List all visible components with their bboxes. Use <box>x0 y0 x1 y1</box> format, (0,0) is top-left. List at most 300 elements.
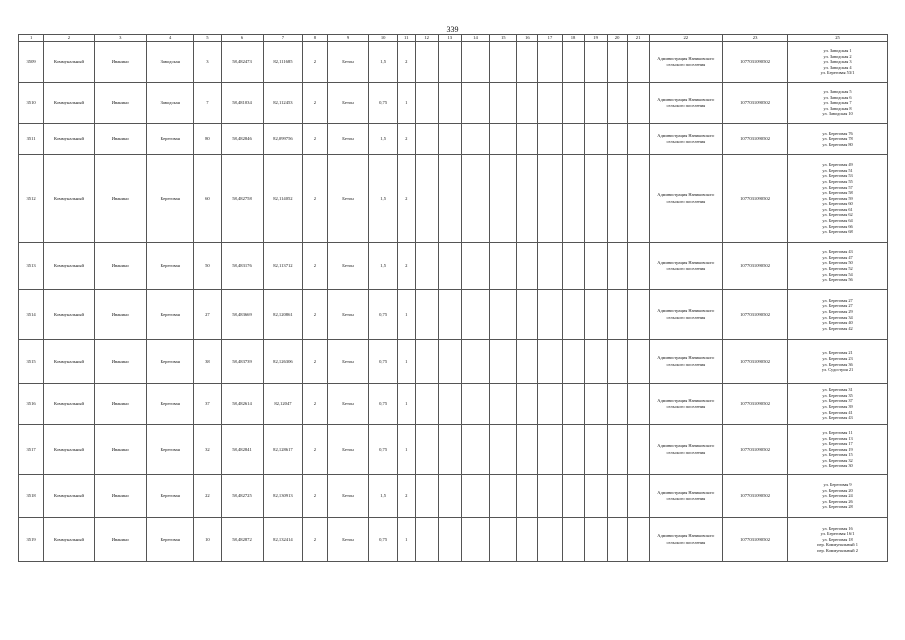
row-num: 1 <box>397 384 415 425</box>
column-number: 11 <box>397 35 415 42</box>
row-type: Коммунальный <box>44 340 94 384</box>
row-ogrn: 1077031090502 <box>723 155 788 243</box>
empty-cell <box>538 518 562 562</box>
empty-cell <box>438 290 461 340</box>
row-volume: 1,5 <box>369 124 397 155</box>
empty-cell <box>538 290 562 340</box>
row-material: Бетон <box>327 124 369 155</box>
served-address: ул. Береговая 27 <box>822 303 853 309</box>
served-address: ул. Береговая 28 <box>822 504 853 510</box>
empty-cell <box>490 384 517 425</box>
empty-cell <box>584 290 607 340</box>
empty-cell <box>517 425 538 475</box>
served-address: ул. Береговая 57 <box>822 184 853 190</box>
row-latitude: 58,482846 <box>221 124 263 155</box>
empty-cell <box>562 384 584 425</box>
row-street: Заводская <box>147 42 194 83</box>
column-number: 2 <box>44 35 94 42</box>
empty-cell <box>607 475 627 518</box>
row-volume: 1,5 <box>369 243 397 290</box>
served-address: ул. Береговая 18 <box>822 536 853 542</box>
empty-cell <box>538 340 562 384</box>
empty-cell <box>415 475 438 518</box>
row-served-addresses <box>788 384 888 425</box>
row-count: 2 <box>303 42 327 83</box>
row-longitude: 82,132414 <box>263 518 303 562</box>
row-served-addresses <box>788 475 888 518</box>
row-settlement: Иванино <box>94 243 146 290</box>
served-address: ул. Береговая 16 <box>822 525 853 531</box>
empty-cell <box>461 384 489 425</box>
row-served-addresses <box>788 425 888 475</box>
column-number: 25 <box>788 35 888 42</box>
empty-cell <box>415 42 438 83</box>
empty-cell <box>461 340 489 384</box>
empty-cell <box>584 155 607 243</box>
row-longitude: 82,120861 <box>263 290 303 340</box>
served-address: ул. Береговая 58 <box>822 190 853 196</box>
empty-cell <box>627 518 649 562</box>
row-ogrn: 1077031090502 <box>723 340 788 384</box>
row-longitude: 82,111685 <box>263 42 303 83</box>
row-served-addresses <box>788 155 888 243</box>
empty-cell <box>607 42 627 83</box>
served-address: ул. Береговая 50 <box>822 260 853 266</box>
empty-cell <box>562 42 584 83</box>
row-type: Коммунальный <box>44 155 94 243</box>
row-house: 38 <box>194 340 221 384</box>
empty-cell <box>438 340 461 384</box>
served-address: ул. Береговая 42 <box>822 325 853 331</box>
empty-cell <box>517 83 538 124</box>
row-served-addresses <box>788 290 888 340</box>
row-type: Коммунальный <box>44 384 94 425</box>
row-organization: Администрация Наниковского сельского поселения <box>649 340 722 384</box>
empty-cell <box>415 83 438 124</box>
row-num: 2 <box>397 243 415 290</box>
column-number: 1 <box>19 35 44 42</box>
empty-cell <box>607 340 627 384</box>
row-organization: Администрация Наниковского сельского поселения <box>649 155 722 243</box>
row-id: 3518 <box>19 475 44 518</box>
served-address: ул. Береговая 11 <box>822 429 853 435</box>
served-address: ул. Заводская 4 <box>823 64 852 70</box>
empty-cell <box>490 425 517 475</box>
empty-cell <box>562 518 584 562</box>
row-house: 50 <box>194 243 221 290</box>
served-address: ул. Береговая 20 <box>822 487 853 493</box>
empty-cell <box>627 475 649 518</box>
row-material: Бетон <box>327 340 369 384</box>
served-address: ул. Береговая 23 <box>822 355 853 361</box>
empty-cell <box>517 42 538 83</box>
empty-cell <box>627 290 649 340</box>
served-address: пер. Коммунальный 2 <box>817 547 858 553</box>
empty-cell <box>584 83 607 124</box>
row-id: 3517 <box>19 425 44 475</box>
empty-cell <box>415 518 438 562</box>
empty-cell <box>538 42 562 83</box>
empty-cell <box>461 475 489 518</box>
row-ogrn: 1077031090502 <box>723 425 788 475</box>
row-type: Коммунальный <box>44 475 94 518</box>
row-count: 2 <box>303 518 327 562</box>
served-address: ул. Береговая 56 <box>822 277 853 283</box>
table-row <box>19 124 888 155</box>
empty-cell <box>607 425 627 475</box>
row-street: Заводская <box>147 83 194 124</box>
row-longitude: 82,130913 <box>263 475 303 518</box>
row-ogrn: 1077031090502 <box>723 518 788 562</box>
column-number: 9 <box>327 35 369 42</box>
page-number: 339 <box>446 25 459 34</box>
served-address: ул. Береговая 17 <box>822 441 853 447</box>
row-organization: Администрация Наниковского сельского поселения <box>649 425 722 475</box>
table-row <box>19 340 888 384</box>
row-organization: Администрация Наниковского сельского поселения <box>649 42 722 83</box>
row-num: 1 <box>397 340 415 384</box>
served-address: ул. Береговая 19 <box>822 446 853 452</box>
row-volume: 1,5 <box>369 475 397 518</box>
served-address: ул. Заводская 6 <box>823 94 852 100</box>
row-longitude: 82,113712 <box>263 243 303 290</box>
column-number: 10 <box>369 35 397 42</box>
column-number: 8 <box>303 35 327 42</box>
empty-cell <box>461 83 489 124</box>
served-address: ул. Заводская 5 <box>823 89 852 95</box>
row-organization: Администрация Наниковского сельского поселения <box>649 290 722 340</box>
served-address: ул. Судостроя 21 <box>821 367 854 373</box>
empty-cell <box>490 42 517 83</box>
row-street: Береговая <box>147 475 194 518</box>
row-settlement: Иванино <box>94 518 146 562</box>
served-address: ул. Береговая 47 <box>822 254 853 260</box>
row-latitude: 58,482758 <box>221 155 263 243</box>
row-num: 2 <box>397 42 415 83</box>
empty-cell <box>461 290 489 340</box>
empty-cell <box>627 340 649 384</box>
served-address: ул. Заводская 7 <box>823 100 852 106</box>
empty-cell <box>517 290 538 340</box>
row-material: Бетон <box>327 425 369 475</box>
column-number: 14 <box>461 35 489 42</box>
row-latitude: 58,482841 <box>221 425 263 475</box>
row-count: 2 <box>303 124 327 155</box>
served-address: ул. Береговая 15 <box>822 452 853 458</box>
served-address: ул. Береговая 62 <box>822 212 853 218</box>
empty-cell <box>438 83 461 124</box>
served-address: ул. Береговая 66 <box>822 223 853 229</box>
row-material: Бетон <box>327 243 369 290</box>
served-address: ул. Береговая 35 <box>822 392 853 398</box>
empty-cell <box>517 155 538 243</box>
row-volume: 1,5 <box>369 155 397 243</box>
row-settlement: Иванино <box>94 290 146 340</box>
row-count: 2 <box>303 290 327 340</box>
row-street: Береговая <box>147 340 194 384</box>
row-street: Береговая <box>147 290 194 340</box>
row-id: 3509 <box>19 42 44 83</box>
served-address: ул. Береговая 24 <box>822 493 853 499</box>
empty-cell <box>517 340 538 384</box>
row-id: 3513 <box>19 243 44 290</box>
row-volume: 0,75 <box>369 83 397 124</box>
row-house: 60 <box>194 155 221 243</box>
column-number: 6 <box>221 35 263 42</box>
row-num: 2 <box>397 124 415 155</box>
empty-cell <box>627 425 649 475</box>
column-number: 22 <box>649 35 722 42</box>
row-house: 10 <box>194 518 221 562</box>
empty-cell <box>584 518 607 562</box>
row-id: 3516 <box>19 384 44 425</box>
empty-cell <box>490 290 517 340</box>
served-address: ул. Береговая 53/1 <box>820 70 855 76</box>
table-row <box>19 475 888 518</box>
table-row <box>19 518 888 562</box>
empty-cell <box>438 518 461 562</box>
empty-cell <box>461 425 489 475</box>
served-address: ул. Береговая 31 <box>822 387 853 393</box>
table-row <box>19 384 888 425</box>
empty-cell <box>490 124 517 155</box>
row-served-addresses <box>788 42 888 83</box>
served-address: ул. Береговая 13 <box>822 435 853 441</box>
empty-cell <box>627 384 649 425</box>
served-address: ул. Береговая 53 <box>822 173 853 179</box>
row-id: 3514 <box>19 290 44 340</box>
empty-cell <box>607 124 627 155</box>
row-volume: 0,75 <box>369 518 397 562</box>
row-id: 3519 <box>19 518 44 562</box>
empty-cell <box>517 124 538 155</box>
empty-cell <box>607 155 627 243</box>
row-num: 1 <box>397 425 415 475</box>
row-count: 2 <box>303 83 327 124</box>
empty-cell <box>562 425 584 475</box>
row-latitude: 58,483669 <box>221 290 263 340</box>
row-type: Коммунальный <box>44 425 94 475</box>
empty-cell <box>562 243 584 290</box>
row-longitude: 82,126306 <box>263 340 303 384</box>
row-settlement: Иванино <box>94 42 146 83</box>
row-organization: Администрация Наниковского сельского поселения <box>649 384 722 425</box>
column-number: 5 <box>194 35 221 42</box>
empty-cell <box>538 83 562 124</box>
served-address: ул. Береговая 64 <box>822 218 853 224</box>
row-type: Коммунальный <box>44 290 94 340</box>
row-settlement: Иванино <box>94 124 146 155</box>
row-settlement: Иванино <box>94 384 146 425</box>
served-address: ул. Береговая 78 <box>822 136 853 142</box>
row-latitude: 58,482473 <box>221 42 263 83</box>
served-address: ул. Береговая 36 <box>822 361 853 367</box>
empty-cell <box>562 475 584 518</box>
served-address: ул. Заводская 2 <box>823 53 852 59</box>
empty-cell <box>562 155 584 243</box>
row-longitude: 82,114052 <box>263 155 303 243</box>
empty-cell <box>627 124 649 155</box>
row-street: Береговая <box>147 425 194 475</box>
served-address: ул. Береговая 49 <box>822 162 853 168</box>
row-longitude: 82,112453 <box>263 83 303 124</box>
row-served-addresses <box>788 340 888 384</box>
empty-cell <box>490 518 517 562</box>
served-address: ул. Береговая 27 <box>822 297 853 303</box>
empty-cell <box>538 425 562 475</box>
empty-cell <box>607 384 627 425</box>
column-number: 17 <box>538 35 562 42</box>
row-volume: 0,75 <box>369 290 397 340</box>
empty-cell <box>438 155 461 243</box>
row-house: 80 <box>194 124 221 155</box>
empty-cell <box>584 243 607 290</box>
row-count: 2 <box>303 384 327 425</box>
row-type: Коммунальный <box>44 243 94 290</box>
served-address: ул. Заводская 1 <box>823 48 852 54</box>
row-settlement: Иванино <box>94 425 146 475</box>
row-house: 32 <box>194 425 221 475</box>
row-material: Бетон <box>327 475 369 518</box>
row-num: 1 <box>397 83 415 124</box>
empty-cell <box>627 243 649 290</box>
empty-cell <box>461 42 489 83</box>
row-settlement: Иванино <box>94 155 146 243</box>
served-address: ул. Береговая 41 <box>822 409 853 415</box>
row-latitude: 58,482872 <box>221 518 263 562</box>
row-latitude: 58,482725 <box>221 475 263 518</box>
row-volume: 0,75 <box>369 340 397 384</box>
empty-cell <box>415 124 438 155</box>
row-material: Бетон <box>327 290 369 340</box>
row-num: 1 <box>397 290 415 340</box>
empty-cell <box>461 124 489 155</box>
row-house: 22 <box>194 475 221 518</box>
row-street: Береговая <box>147 155 194 243</box>
row-ogrn: 1077031090502 <box>723 83 788 124</box>
row-count: 2 <box>303 425 327 475</box>
empty-cell <box>584 425 607 475</box>
row-volume: 1,5 <box>369 42 397 83</box>
row-served-addresses <box>788 124 888 155</box>
column-number: 7 <box>263 35 303 42</box>
row-street: Береговая <box>147 124 194 155</box>
served-address: ул. Береговая 26 <box>822 498 853 504</box>
row-num: 2 <box>397 155 415 243</box>
row-count: 2 <box>303 340 327 384</box>
empty-cell <box>607 518 627 562</box>
row-organization: Администрация Наниковского сельского поселения <box>649 124 722 155</box>
empty-cell <box>562 290 584 340</box>
row-id: 3510 <box>19 83 44 124</box>
row-settlement: Иванино <box>94 475 146 518</box>
empty-cell <box>584 124 607 155</box>
row-material: Бетон <box>327 384 369 425</box>
served-address: ул. Береговая 61 <box>822 206 853 212</box>
empty-cell <box>607 83 627 124</box>
served-address: ул. Береговая 9 <box>823 482 852 488</box>
row-ogrn: 1077031090502 <box>723 42 788 83</box>
column-number: 12 <box>415 35 438 42</box>
served-address: пер. Коммунальный 1 <box>817 542 858 548</box>
empty-cell <box>538 124 562 155</box>
empty-cell <box>438 384 461 425</box>
empty-cell <box>517 243 538 290</box>
row-latitude: 58,482614 <box>221 384 263 425</box>
served-address: ул. Береговая 43 <box>822 415 853 421</box>
column-number: 13 <box>438 35 461 42</box>
empty-cell <box>415 340 438 384</box>
empty-cell <box>607 243 627 290</box>
column-number: 4 <box>147 35 194 42</box>
row-settlement: Иванино <box>94 83 146 124</box>
empty-cell <box>490 340 517 384</box>
empty-cell <box>490 243 517 290</box>
empty-cell <box>415 155 438 243</box>
empty-cell <box>438 124 461 155</box>
empty-cell <box>584 475 607 518</box>
column-number: 15 <box>490 35 517 42</box>
column-number: 3 <box>94 35 146 42</box>
row-served-addresses <box>788 243 888 290</box>
column-number: 18 <box>562 35 584 42</box>
row-house: 27 <box>194 290 221 340</box>
row-house: 37 <box>194 384 221 425</box>
row-street: Береговая <box>147 384 194 425</box>
row-latitude: 58,483176 <box>221 243 263 290</box>
table-row <box>19 83 888 124</box>
row-street: Береговая <box>147 243 194 290</box>
row-count: 2 <box>303 243 327 290</box>
served-address: ул. Береговая 39 <box>822 404 853 409</box>
empty-cell <box>517 518 538 562</box>
served-address: ул. Береговая 76 <box>822 130 853 136</box>
empty-cell <box>627 155 649 243</box>
served-address: ул. Заводская 3 <box>823 59 852 65</box>
row-material: Бетон <box>327 42 369 83</box>
served-address: ул. Береговая 29 <box>822 308 853 314</box>
served-address: ул. Береговая 59 <box>822 195 853 201</box>
empty-cell <box>562 340 584 384</box>
empty-cell <box>562 124 584 155</box>
served-address: ул. Береговая 80 <box>822 141 853 147</box>
row-type: Коммунальный <box>44 124 94 155</box>
empty-cell <box>438 425 461 475</box>
row-count: 2 <box>303 475 327 518</box>
row-id: 3511 <box>19 124 44 155</box>
empty-cell <box>584 340 607 384</box>
row-volume: 0,75 <box>369 384 397 425</box>
row-type: Коммунальный <box>44 518 94 562</box>
row-ogrn: 1077031090502 <box>723 243 788 290</box>
empty-cell <box>438 42 461 83</box>
row-ogrn: 1077031090502 <box>723 384 788 425</box>
served-address: ул. Береговая 30 <box>822 463 853 469</box>
column-number: 19 <box>584 35 607 42</box>
row-volume: 0,75 <box>369 425 397 475</box>
row-organization: Администрация Наниковского сельского поселения <box>649 83 722 124</box>
column-number: 23 <box>723 35 788 42</box>
row-type: Коммунальный <box>44 42 94 83</box>
empty-cell <box>584 384 607 425</box>
table-row <box>19 42 888 83</box>
served-address: ул. Береговая 54 <box>822 271 853 277</box>
empty-cell <box>517 475 538 518</box>
row-longitude: 82,128617 <box>263 425 303 475</box>
empty-cell <box>490 155 517 243</box>
table-row <box>19 425 888 475</box>
empty-cell <box>584 42 607 83</box>
